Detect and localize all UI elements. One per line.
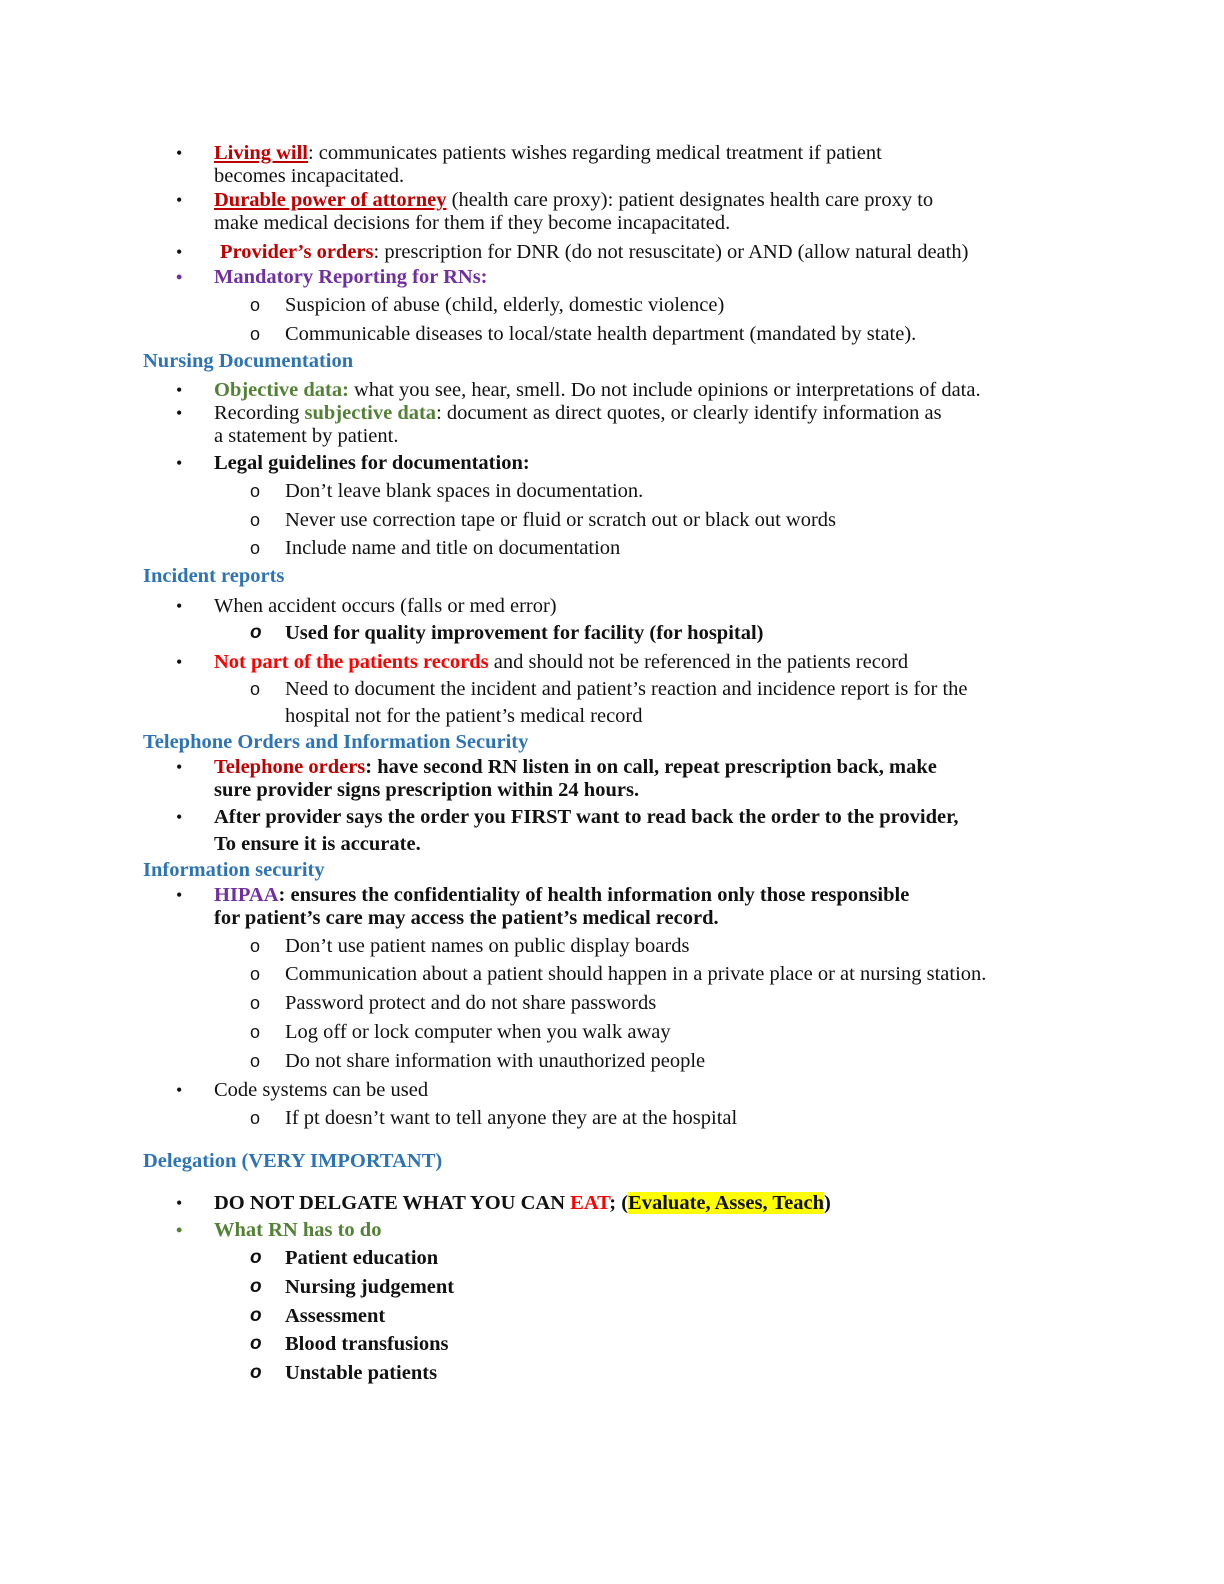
incident-need-line: Need to document the incident and patient’s reaction and incidence report is for the <box>285 678 968 700</box>
durable-poa-line-2: make medical decisions for them if they become incapacitated. <box>214 212 731 234</box>
eat-word: EAT <box>570 1192 610 1214</box>
code-systems-line: Code systems can be used <box>214 1079 429 1101</box>
objective-data-text: what you see, hear, smell. Do not include opinions or interpretations of data. <box>348 379 981 401</box>
sub-bullet-icon: o <box>250 1333 262 1354</box>
section-heading-delegation: Delegation (VERY IMPORTANT) <box>143 1150 443 1172</box>
list-item: Unstable patients <box>285 1362 438 1384</box>
telephone-orders-term: Telephone orders <box>214 756 366 778</box>
living-will-term: Living will <box>214 142 308 164</box>
incident-not-part-term: Not part of the patients records <box>214 651 489 673</box>
list-item: Suspicion of abuse (child, elderly, domestic violence) <box>285 294 725 316</box>
section-heading-information-security: Information security <box>143 859 325 881</box>
bullet-icon: • <box>176 267 183 287</box>
section-heading-incident-reports: Incident reports <box>143 565 285 587</box>
section-heading-telephone-orders: Telephone Orders and Information Security <box>143 731 529 753</box>
list-item: Don’t use patient names on public display boards <box>285 935 690 957</box>
sub-bullet-icon: o <box>250 622 262 643</box>
sub-bullet-icon: o <box>250 1022 261 1042</box>
subjective-data-line <box>214 401 942 425</box>
living-will-line <box>214 141 882 165</box>
sub-bullet-icon: o <box>250 1051 261 1071</box>
bullet-icon: • <box>176 242 183 262</box>
bullet-icon: • <box>176 1080 183 1100</box>
incident-used-for-line: Used for quality improvement for facility (for hospital) <box>285 622 764 644</box>
providers-orders-line <box>220 240 968 264</box>
incident-not-part-line <box>214 650 908 674</box>
list-item: Log off or lock computer when you walk away <box>285 1021 671 1043</box>
telephone-orders-line-2: sure provider signs prescription within 24 hours. <box>214 779 640 801</box>
objective-data-term: Objective data: <box>214 379 349 401</box>
hipaa-term: HIPAA <box>214 884 279 906</box>
eat-line <box>214 1191 831 1215</box>
incident-not-part-text: and should not be referenced in the patients record <box>488 651 909 673</box>
living-will-text: : communicates patients wishes regarding medical treatment if patient <box>307 142 882 164</box>
bullet-icon: • <box>176 652 183 672</box>
sub-bullet-icon: o <box>250 936 261 956</box>
bullet-icon: • <box>176 190 183 210</box>
sub-bullet-icon: o <box>250 1276 262 1297</box>
bullet-icon: • <box>176 596 183 616</box>
list-item: Never use correction tape or fluid or scratch out or black out words <box>285 509 837 531</box>
durable-poa-term: Durable power of attorney <box>214 189 447 211</box>
eat-highlight: Evaluate, Asses, Teach <box>628 1192 824 1214</box>
incident-when-line: When accident occurs (falls or med error) <box>214 595 557 617</box>
objective-data-line <box>214 378 981 402</box>
sub-bullet-icon: o <box>250 481 261 501</box>
bullet-icon: • <box>176 1193 183 1213</box>
incident-need-line-2: hospital not for the patient’s medical record <box>285 705 643 727</box>
telephone-orders-text: : have second RN listen in on call, repeat prescription back, make <box>365 756 937 778</box>
read-back-line-2: To ensure it is accurate. <box>214 833 421 855</box>
rn-tasks-heading: What RN has to do <box>214 1219 382 1241</box>
eat-prefix: DO NOT DELGATE WHAT YOU CAN <box>214 1192 571 1214</box>
list-item: Blood transfusions <box>285 1333 449 1355</box>
sub-bullet-icon: o <box>250 324 261 344</box>
sub-bullet-icon: o <box>250 538 261 558</box>
read-back-line: After provider says the order you FIRST want to read back the order to the provider, <box>214 806 959 828</box>
list-item: Assessment <box>285 1305 386 1327</box>
sub-bullet-icon: o <box>250 1108 261 1128</box>
list-item: Do not share information with unauthorized people <box>285 1050 706 1072</box>
providers-orders-term: Provider’s orders <box>220 241 374 263</box>
sub-bullet-icon: o <box>250 1362 262 1383</box>
sub-bullet-icon: o <box>250 993 261 1013</box>
bullet-icon: • <box>176 453 183 473</box>
subjective-data-text: : document as direct quotes, or clearly identify information as <box>436 402 942 424</box>
bullet-icon: • <box>176 1220 183 1240</box>
legal-guidelines-heading: Legal guidelines for documentation: <box>214 452 530 474</box>
subjective-data-term: subjective data <box>304 402 437 424</box>
section-heading-nursing-documentation: Nursing Documentation <box>143 350 354 372</box>
sub-bullet-icon: o <box>250 679 261 699</box>
list-item: Password protect and do not share passwords <box>285 992 657 1014</box>
bullet-icon: • <box>176 885 183 905</box>
subjective-data-line-2: a statement by patient. <box>214 425 399 447</box>
list-item: Patient education <box>285 1247 439 1269</box>
sub-bullet-icon: o <box>250 510 261 530</box>
telephone-orders-line <box>214 755 937 779</box>
sub-bullet-icon: o <box>250 1305 262 1326</box>
eat-separator: ; ( <box>609 1192 629 1214</box>
bullet-icon: • <box>176 403 183 423</box>
mandatory-heading: Mandatory Reporting for RNs: <box>214 266 488 288</box>
sub-bullet-icon: o <box>250 1247 262 1268</box>
list-item: Include name and title on documentation <box>285 537 621 559</box>
list-item: Don’t leave blank spaces in documentation. <box>285 480 644 502</box>
providers-orders-text: : prescription for DNR (do not resuscitate) or AND (allow natural death) <box>373 241 969 263</box>
sub-bullet-icon: o <box>250 964 261 984</box>
list-item: If pt doesn’t want to tell anyone they are at the hospital <box>285 1107 738 1129</box>
list-item: Nursing judgement <box>285 1276 455 1298</box>
eat-suffix: ) <box>823 1192 831 1214</box>
list-item: Communicable diseases to local/state health department (mandated by state). <box>285 323 917 345</box>
living-will-line-2: becomes incapacitated. <box>214 165 405 187</box>
subjective-data-prefix: Recording <box>214 402 305 424</box>
bullet-icon: • <box>176 757 183 777</box>
durable-poa-line <box>214 188 933 212</box>
hipaa-line <box>214 883 909 907</box>
sub-bullet-icon: o <box>250 295 261 315</box>
bullet-icon: • <box>176 807 183 827</box>
hipaa-text: : ensures the confidentiality of health information only those responsible <box>278 884 910 906</box>
bullet-icon: • <box>176 380 183 400</box>
list-item: Communication about a patient should happen in a private place or at nursing station. <box>285 963 987 985</box>
hipaa-line-2: for patient’s care may access the patient’s medical record. <box>214 907 719 929</box>
bullet-icon: • <box>176 143 183 163</box>
durable-poa-text: (health care proxy): patient designates health care proxy to <box>446 189 934 211</box>
